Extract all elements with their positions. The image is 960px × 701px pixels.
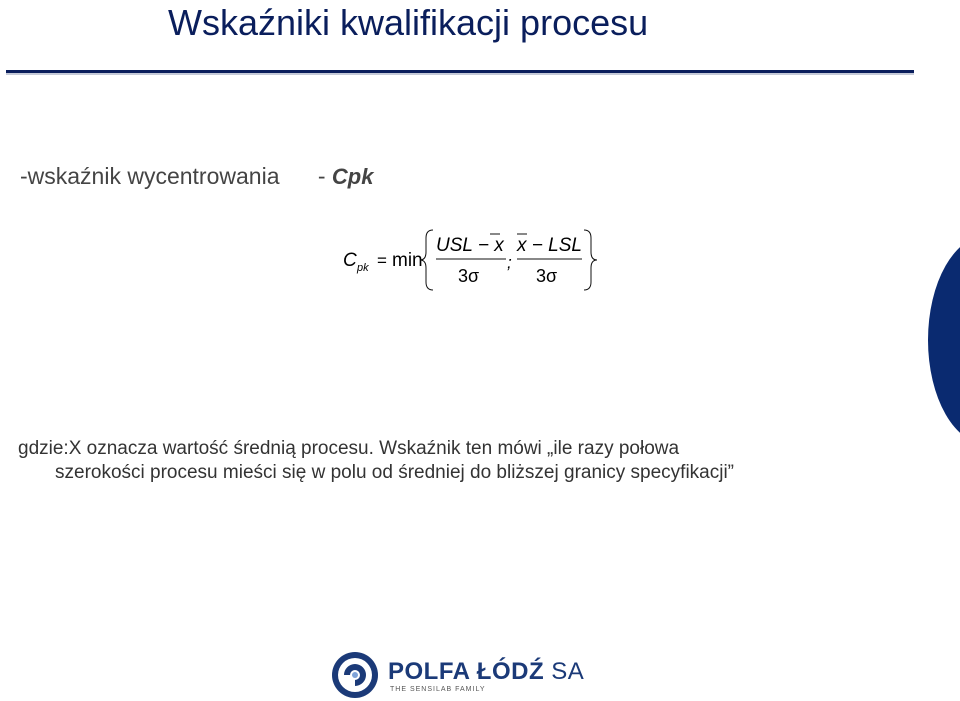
explanation-line-2: szerokości procesu mieści się w polu od średniej do bliższej granicy specyfikacji” [55, 462, 734, 483]
subtitle [20, 163, 373, 190]
formula-lhs-subscript: pk [357, 262, 369, 274]
formula-lhs: C [343, 250, 357, 271]
subtitle-symbol: Cpk [331, 164, 374, 189]
formula-denominator-1: 3σ [458, 266, 480, 286]
logo-name: POLFA ŁÓDŹ [388, 658, 545, 685]
explanation-line-1: gdzie:X oznacza wartość średnią procesu. Wskaźnik ten mówi „ile razy połowa [18, 438, 680, 459]
title-divider-shadow [6, 73, 914, 75]
formula-equals: = [377, 251, 387, 270]
formula-right-brace [584, 230, 597, 290]
formula-numerator-2: x − LSL [517, 235, 582, 256]
formula-min: min [392, 250, 423, 271]
formula-left-brace [420, 230, 433, 290]
logo-text [388, 658, 584, 686]
subtitle-dash: - [317, 163, 326, 189]
logo-mark-icon [330, 650, 380, 700]
explanation-text [18, 437, 918, 485]
logo-tagline: THE SENSILAB FAMILY [390, 686, 486, 693]
formula-denominator-2: 3σ [536, 266, 558, 286]
decorative-circle [928, 235, 960, 445]
subtitle-text: -wskaźnik wycentrowania [20, 163, 280, 189]
cpk-formula [340, 226, 600, 294]
formula-separator: ; [507, 253, 512, 272]
formula-numerator-1: USL − x [436, 235, 504, 256]
slide-title: Wskaźniki kwalifikacji procesu [168, 2, 649, 43]
formula-svg [340, 226, 600, 294]
logo-suffix: SA [551, 658, 585, 685]
company-logo [330, 650, 590, 700]
